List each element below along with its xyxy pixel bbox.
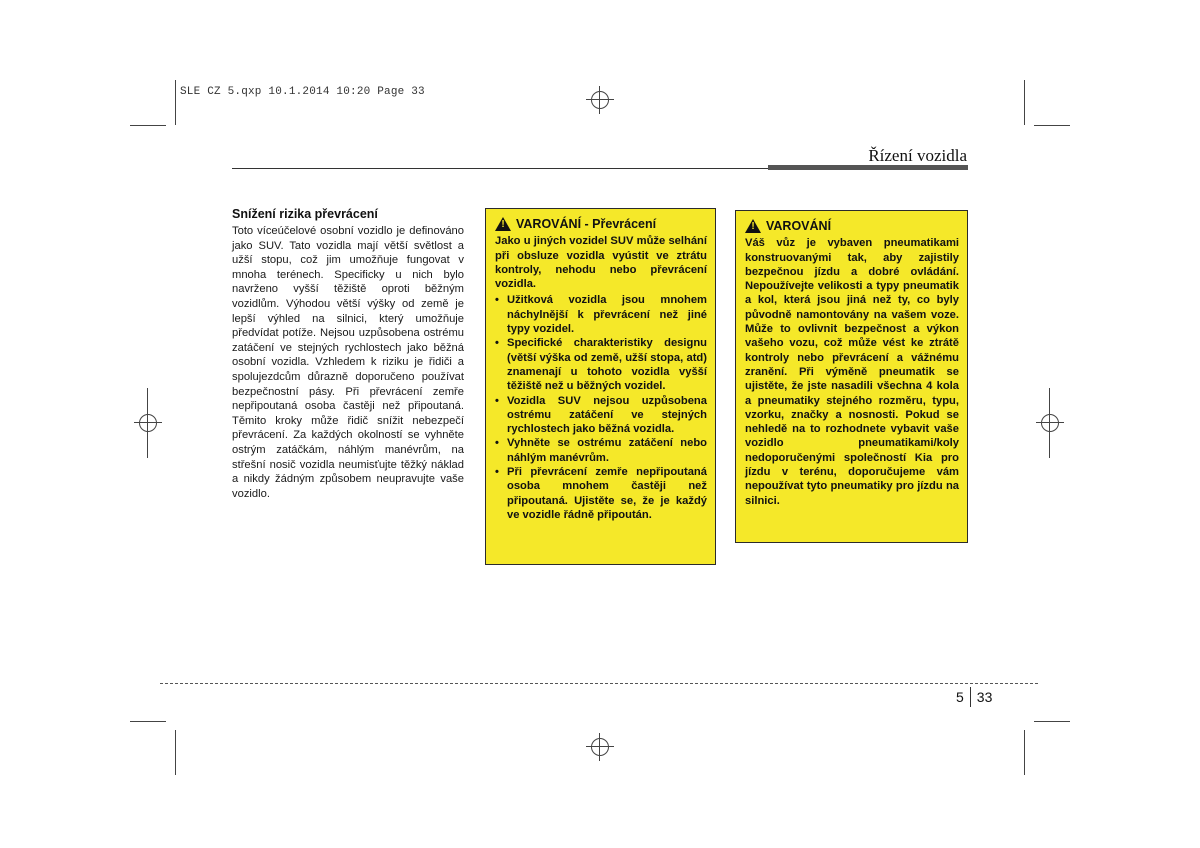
header-rule-accent: [768, 165, 968, 170]
section-title: Snížení rizika převrácení: [232, 207, 378, 221]
registration-mark-icon: [134, 409, 162, 437]
warning-box-tires: [735, 210, 968, 543]
crop-mark: [175, 730, 176, 775]
page-number-separator: [970, 687, 971, 707]
chapter-title: Řízení vozidla: [868, 146, 967, 165]
chapter-number: 5: [956, 689, 964, 705]
registration-mark-icon: [586, 733, 614, 761]
registration-mark-icon: [586, 86, 614, 114]
section-body: Toto víceúčelové osobní vozidlo je definováno jako SUV. Tato vozidla mají větší světlost a užší stopu, což jim umožňuje fungovat v mnoha terénech. Specificky u nich bylo navrženo vyšší těžiště oproti běžným vozidlům. Výhodou větší výšky od země je lepší výhled na silnici, který umožňuje předvídat potíže. Nejsou uzpůsobena ostrému zatáčení ve stejných rychlostech jako běžná osobní vozidla. Vzhledem k riziku je řidiči a spolujezdcům důrazně doporučeno používat bezpečnostní pásy. Při převrácení zemře nepřipoutaná osoba častěji než připoutaná. Těmito kroky může řidič snížit nebezpečí převrácení. Za každých okolností se vyhněte ostrým zatáčkám, náhlým manévrům, na střešní nosič vozidla neumisťujte těžký náklad a nikdy žádným způsobem neupravujte vaše vozidlo.: [232, 225, 464, 500]
crop-mark: [1034, 125, 1070, 126]
registration-mark-icon: [1036, 409, 1064, 437]
section-column: [232, 207, 464, 501]
warning-list-item: • Vyhněte se ostrému zatáčení nebo náhlým manévrům.: [495, 436, 707, 465]
warning-header: [745, 219, 959, 233]
page-number: [956, 687, 992, 707]
warning-header: [495, 217, 707, 231]
warning-title: VAROVÁNÍ - Převrácení: [516, 217, 657, 231]
crop-mark: [1024, 80, 1025, 125]
warning-list-item: • Užitková vozidla jsou mnohem náchylnější k převrácení než jiné typy vozidel.: [495, 293, 707, 336]
crop-mark: [1024, 730, 1025, 775]
warning-triangle-icon: !: [745, 219, 761, 233]
warning-intro: Jako u jiných vozidel SUV může selhání při obsluze vozidla vyústit ve ztrátu kontroly, nehodu nebo převrácení vozidla.: [495, 235, 707, 291]
crop-mark: [1034, 721, 1070, 722]
page-number-value: 33: [976, 689, 993, 705]
crop-mark: [1049, 388, 1050, 458]
warning-list-item: • Při převrácení zemře nepřipoutaná osoba mnohem častěji než připoutaná. Ujistěte se, že je každý ve vozidle řádně připoután.: [495, 465, 707, 522]
warning-body: Váš vůz je vybaven pneumatikami konstruovanými tak, aby zajistily bezpečnou jízdu a dobré ovládání. Nepoužívejte velikosti a typy pneumatik a kol, která jsou jiná než ty, co byly původně namontovány na vašem voze. Může to ovlivnit bezpečnost a výkon vašeho vozu, což může vést ke ztrátě kontroly nebo převrácení a vážnému zranění. Při výměně pneumatik se ujistěte, že jste nasadili všechna 4 kola a pneumatiky stejného rozměru, typu, vzorku, značky a nosnosti. Pokud se nehledě na to rozhodnete vybavit vaše vozidlo pneumatikami/koly nedoporučenými společností Kia pro jízdu v terénu, doporučujeme vám nepoužívat tyto pneumatiky pro jízdu na silnici.: [745, 237, 959, 507]
crop-mark: [130, 125, 166, 126]
warning-box-rollover: [485, 208, 716, 565]
crop-mark: [130, 721, 166, 722]
warning-list-item: • Specifické charakteristiky designu (větší výška od země, užší stopa, atd) znamenají u tohoto vozidla vyšší těžiště než u běžných vozidel.: [495, 336, 707, 393]
print-slug: SLE CZ 5.qxp 10.1.2014 10:20 Page 33: [180, 86, 425, 98]
warning-triangle-icon: !: [495, 217, 511, 231]
footer-rule: [160, 683, 1038, 684]
warning-list-item: • Vozidla SUV nejsou uzpůsobena ostrému zatáčení ve stejných rychlostech jako běžná vozidla.: [495, 394, 707, 437]
crop-mark: [147, 388, 148, 458]
crop-mark: [175, 80, 176, 125]
warning-list: [495, 293, 707, 522]
warning-title: VAROVÁNÍ: [766, 219, 832, 233]
